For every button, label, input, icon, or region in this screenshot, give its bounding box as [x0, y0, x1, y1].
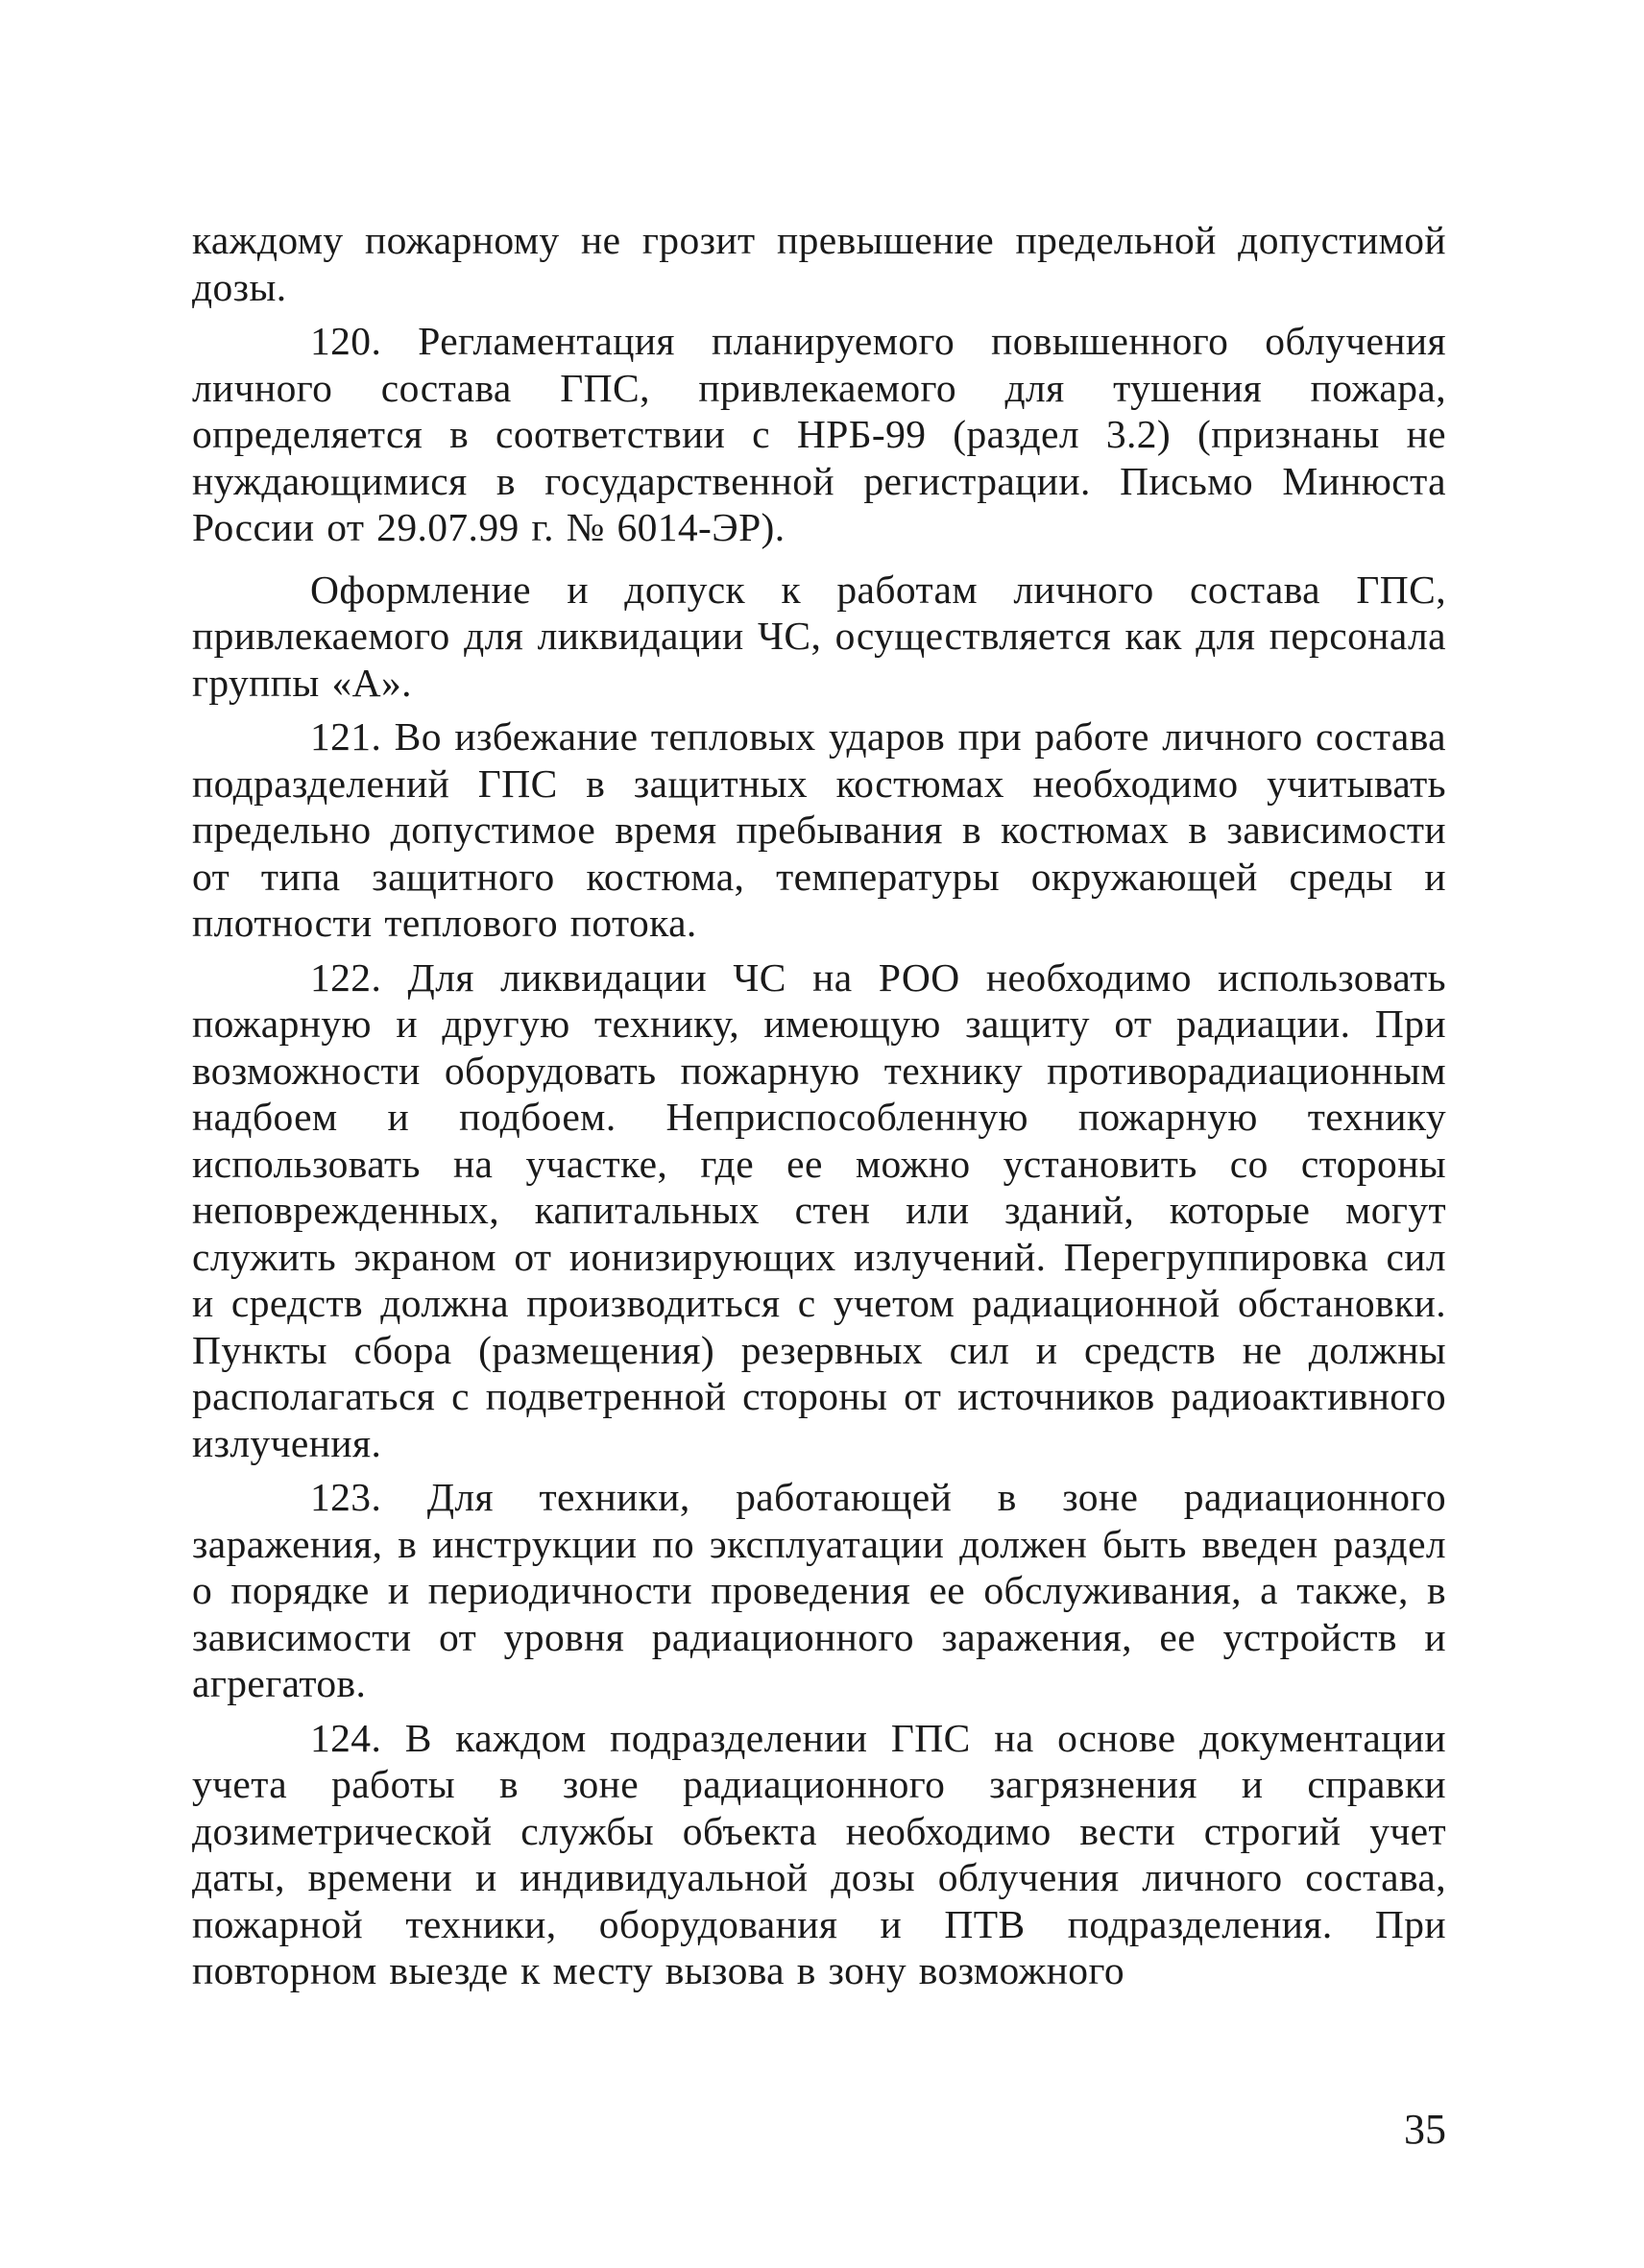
paragraph-120: 120. Регламентация планируемого повышенного облучения личного состава ГПС, привлекаемого для тушения пожара, определяется в соответствии с НРБ-99 (раздел 3.2) (признаны не нуждающимися в государственной регистрации. Письмо Минюста России от 29.07.99 г. № 6014-ЭР). [192, 319, 1446, 549]
paragraph-124: 124. В каждом подразделении ГПС на основе документации учета работы в зоне радиационного загрязнения и справки дозиметрической службы объекта необходимо вести строгий учет даты, времени и индивидуальной дозы облучения личного состава, пожарной техники, оборудования и ПТВ подразделения. При повторном выезде к месту вызова в зону возможного [192, 1715, 1446, 1992]
page-number: 35 [1404, 2106, 1446, 2153]
paragraph-122: 122. Для ликвидации ЧС на РОО необходимо использовать пожарную и другую технику, имеющую защиту от радиации. При возможности оборудовать пожарную технику противорадиационным надбоем и подбоем. Неприспособленную пожарную технику использовать на участке, где ее можно установить со стороны неповрежденных, капитальных стен или зданий, которые могут служить экраном от ионизирующих излучений. Перегруппировка сил и средств должна производиться с учетом радиационной обстановки. Пункты сбора (размещения) резервных сил и средств не должны располагаться с подветренной стороны от источников радиоактивного излучения. [192, 954, 1446, 1465]
paragraph-121: 121. Во избежание тепловых ударов при работе личного состава подразделений ГПС в защитных костюмах необходимо учитывать предельно допустимое время пребывания в костюмах в зависимости от типа защитного костюма, температуры окружающей среды и плотности теплового потока. [192, 714, 1446, 945]
paragraph-123: 123. Для техники, работающей в зоне радиационного заражения, в инструкции по эксплуатации должен быть введен раздел о порядке и периодичности проведения ее обслуживания, а также, в зависимости от уровня радиационного заражения, ее устройств и агрегатов. [192, 1475, 1446, 1705]
paragraph-120-group-a: Оформление и допуск к работам личного состава ГПС, привлекаемого для ликвидации ЧС, осуществляется как для персонала группы «А». [192, 567, 1446, 705]
paragraph-continuation: каждому пожарному не грозит превышение предельной допустимой дозы. [192, 218, 1446, 309]
page-body [192, 217, 1446, 2137]
